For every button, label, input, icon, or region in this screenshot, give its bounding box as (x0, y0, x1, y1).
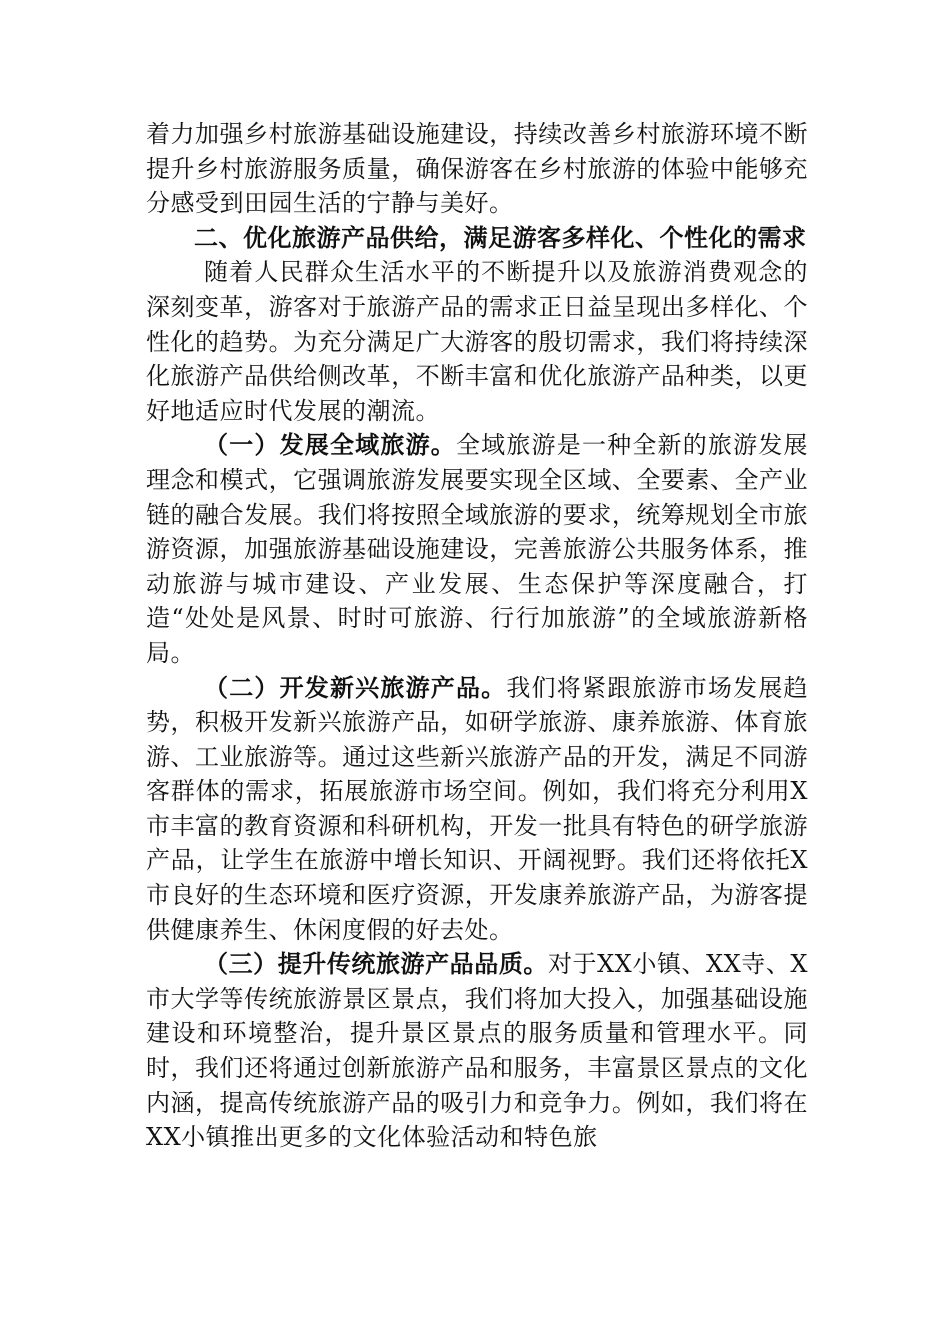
paragraph-text: 对于XX小镇、XX寺、X市大学等传统旅游景区景点，我们将加大投入，加强基础设施建设和环境整治，提升景区景点的服务质量和管理水平。同时，我们还将通过创新旅游产品和服务，丰富景区景点的文化内涵，提高传统旅游产品的吸引力和竞争力。例如，我们将在XX小镇推出更多的文化体验活动和特色旅 (146, 950, 808, 1152)
item-lead: （三）提升传统旅游产品品质。 (204, 949, 548, 979)
paragraph-item-1 (146, 428, 808, 670)
paragraph-text: 着力加强乡村旅游基础设施建设，持续改善乡村旅游环境不断提升乡村旅游服务质量，确保游客在乡村旅游的体验中能够充分感受到田园生活的宁静与美好。 (146, 120, 808, 218)
item-lead: （一）发展全域旅游。 (204, 430, 456, 460)
item-lead: （二）开发新兴旅游产品。 (204, 672, 507, 702)
paragraph-item-3 (146, 947, 808, 1155)
paragraph-text: 全域旅游是一种全新的旅游发展理念和模式，它强调旅游发展要实现全区域、全要素、全产业链的融合发展。我们将按照全域旅游的要求，统筹规划全市旅游资源，加强旅游基础设施建设，完善旅游公共服务体系，推动旅游与城市建设、产业发展、生态保护等深度融合，打造“处处是风景、时时可旅游、行行加旅游”的全域旅游新格局。 (146, 431, 809, 667)
paragraph-text: 随着人民群众生活水平的不断提升以及旅游消费观念的深刻变革，游客对于旅游产品的需求正日益呈现出多样化、个性化的趋势。为充分满足广大游客的殷切需求，我们将持续深化旅游产品供给侧改革，不断丰富和优化旅游产品种类，以更好地适应时代发展的潮流。 (146, 258, 808, 425)
paragraph-continuation (146, 117, 808, 221)
paragraph-text: 我们将紧跟旅游市场发展趋势，积极开发新兴旅游产品，如研学旅游、康养旅游、体育旅游、工业旅游等。通过这些新兴旅游产品的开发，满足不同游客群体的需求，拓展旅游市场空间。例如，我们将充分利用X市丰富的教育资源和科研机构，开发一批具有特色的研学旅游产品，让学生在旅游中增长知识、开阔视野。我们还将依托X市良好的生态环境和医疗资源，开发康养旅游产品，为游客提供健康养生、休闲度假的好去处。 (146, 673, 809, 944)
paragraph-item-2 (146, 671, 808, 948)
document-body (146, 117, 808, 1155)
paragraph-intro (146, 255, 808, 428)
section-heading: 二、优化旅游产品供给，满足游客多样化、个性化的需求 (194, 223, 807, 252)
